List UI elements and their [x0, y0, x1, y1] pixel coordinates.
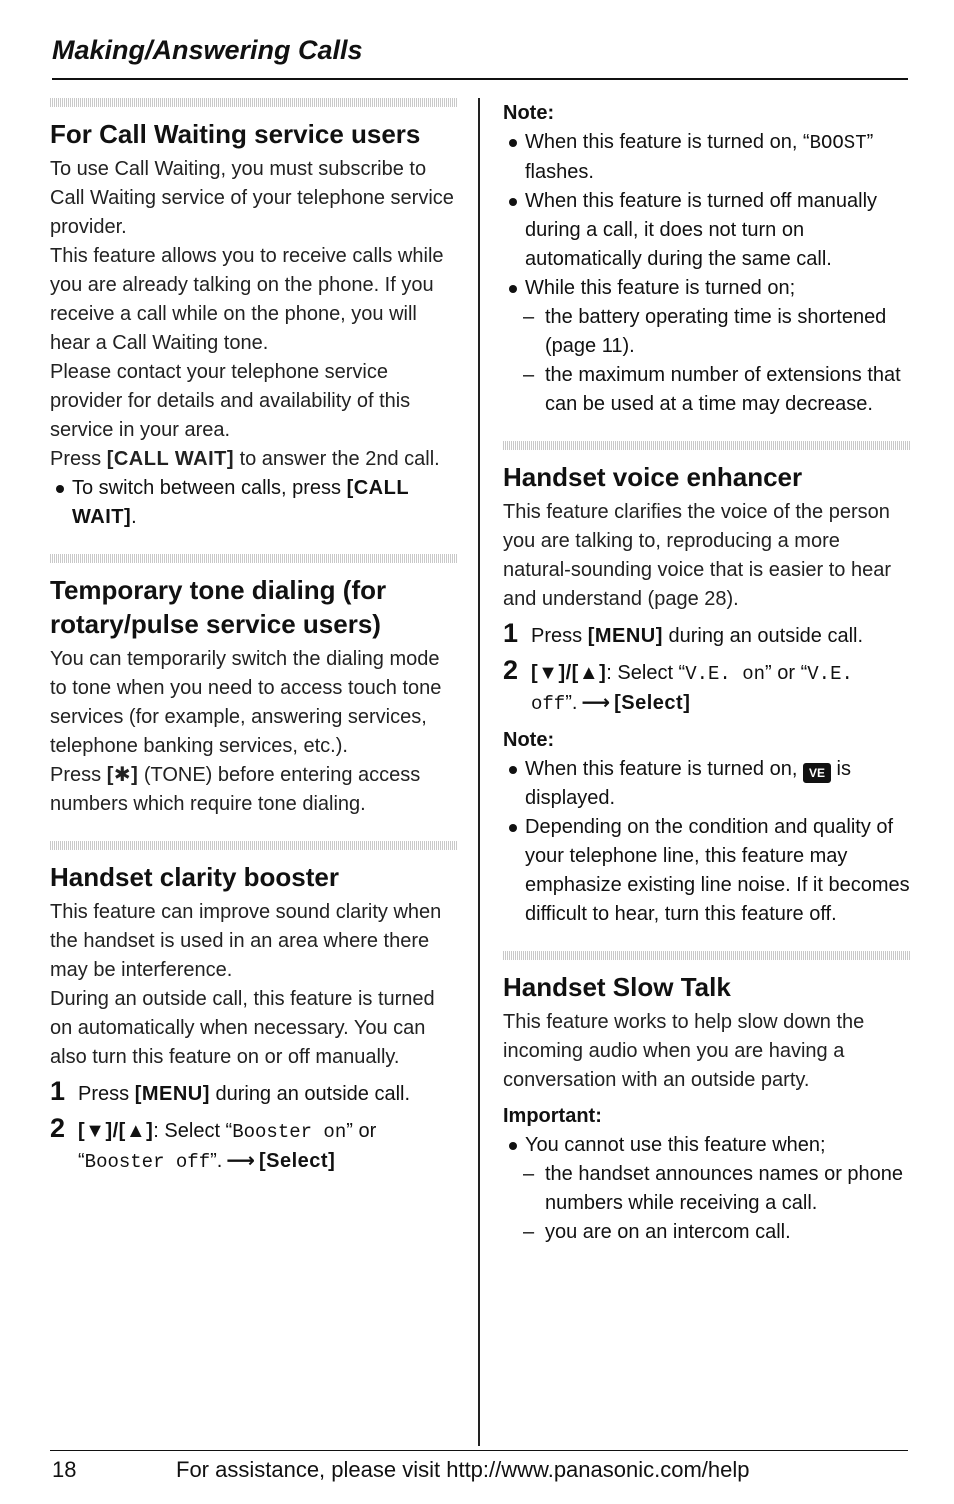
- menu-key: [MENU]: [587, 625, 663, 647]
- bullet-item: [50, 474, 458, 532]
- step-number: 2: [503, 655, 519, 685]
- navigator-keys: [▼]/[▲]: [78, 1120, 154, 1142]
- text: ” or “: [765, 662, 808, 684]
- section-slow-talk: [503, 951, 911, 1247]
- dash-item: [503, 1160, 911, 1218]
- section-rule: [50, 554, 458, 563]
- text: Press: [78, 1083, 135, 1105]
- voice-enhancer-icon: VE: [803, 763, 831, 783]
- step-1: [50, 1076, 458, 1109]
- call-wait-key: [CALL WAIT]: [72, 477, 409, 528]
- footer-rule: [50, 1450, 908, 1451]
- section-title-call-waiting: For Call Waiting service users: [50, 119, 421, 149]
- text: Press: [531, 625, 588, 647]
- text: you are on an intercom call.: [545, 1221, 791, 1243]
- note-label: Note:: [503, 729, 555, 751]
- display-option: Booster off: [84, 1151, 211, 1173]
- dash-mark: –: [523, 364, 535, 386]
- step-2: [503, 655, 911, 719]
- bullet-item: [503, 755, 911, 813]
- section-title-tone-dialing: Temporary tone dialing (for rotary/pulse service users): [50, 575, 387, 639]
- section-title-slow-talk: Handset Slow Talk: [503, 972, 731, 1002]
- text: (TONE) before entering access numbers which require tone dialing.: [50, 764, 421, 815]
- clarity-booster-notes: [503, 98, 911, 419]
- section-voice-enhancer: [503, 441, 911, 929]
- section-call-waiting: [50, 98, 458, 532]
- text: When this feature is turned on,: [525, 758, 803, 780]
- text: the handset announces names or phone numbers while receiving a call.: [545, 1163, 904, 1214]
- dash-item: [503, 303, 911, 361]
- dash-item: [503, 1218, 911, 1247]
- bullet-item: When this feature is turned off manually during a call, it does not turn on automatically during the same call.: [503, 187, 911, 274]
- paragraph: This feature works to help slow down the incoming audio when you are having a conversation with an outside party.: [503, 1011, 865, 1091]
- display-text: BOOST: [809, 132, 867, 154]
- display-option: Booster on: [232, 1121, 347, 1143]
- text: to answer the 2nd call.: [234, 448, 440, 470]
- section-rule: [50, 98, 458, 107]
- column-divider: [478, 98, 480, 1446]
- paragraph: Please contact your telephone service provider for details and availability of this service in your area.: [50, 361, 411, 441]
- bullet-item: You cannot use this feature when;: [503, 1131, 911, 1160]
- paragraph: During an outside call, this feature is turned on automatically when necessary. You can also turn this feature on or off manually.: [50, 988, 435, 1068]
- dash-mark: –: [523, 1221, 535, 1243]
- paragraph: This feature allows you to receive calls while you are already talking on the phone. If you receive a call while on the phone, you will hear a Call Waiting tone.: [50, 245, 444, 354]
- step-2: [50, 1113, 458, 1177]
- select-key: [Select]: [258, 1150, 336, 1172]
- section-clarity-booster: [50, 841, 458, 1177]
- section-title-voice-enhancer: Handset voice enhancer: [503, 462, 803, 492]
- paragraph: You can temporarily switch the dialing mode to tone when you need to access touch tone services (for example, answering services, telephone banking services, etc.).: [50, 648, 442, 757]
- important-label: Important:: [503, 1105, 602, 1127]
- menu-key: [MENU]: [134, 1083, 210, 1105]
- bullet-item: Depending on the condition and quality of your telephone line, this feature may emphasize existing line noise. If it becomes difficult to hear, turn this feature off.: [503, 813, 911, 929]
- call-wait-key: [CALL WAIT]: [106, 448, 235, 470]
- page-number: 18: [52, 1457, 77, 1482]
- dash-item: [503, 361, 911, 419]
- display-option: V.E. off: [531, 663, 853, 715]
- step-number: 2: [50, 1113, 66, 1143]
- page-header: [52, 30, 908, 80]
- bullet-item: While this feature is turned on;: [503, 274, 911, 303]
- text: ”.: [565, 692, 578, 714]
- section-rule: [503, 951, 911, 960]
- paragraph: This feature clarifies the voice of the person you are talking to, reproducing a more natural-sounding voice that is easier to hear and understand (page 28).: [503, 501, 892, 610]
- header-title: Making/Answering Calls: [52, 35, 363, 65]
- bullet-item: [503, 128, 911, 187]
- text: Press: [50, 764, 107, 786]
- step-number: 1: [50, 1076, 66, 1106]
- text: : Select “: [153, 1120, 233, 1142]
- text: the battery operating time is shortened (page 11).: [545, 306, 887, 357]
- paragraph: This feature can improve sound clarity when the handset is used in an area where there may be interference.: [50, 901, 442, 981]
- text: ” or “: [78, 1120, 377, 1172]
- arrow-right-icon: ⟶: [226, 1150, 255, 1172]
- note-label: Note:: [503, 102, 555, 124]
- footer-help-text: For assistance, please visit http://www.panasonic.com/help: [176, 1457, 750, 1482]
- text: Press: [50, 448, 107, 470]
- text: .: [131, 506, 137, 528]
- dash-mark: –: [523, 1163, 535, 1185]
- section-rule: [50, 841, 458, 850]
- text: When this feature is turned on, “: [525, 131, 810, 153]
- text: : Select “: [606, 662, 686, 684]
- dash-mark: –: [523, 306, 535, 328]
- section-rule: [503, 441, 911, 450]
- text: during an outside call.: [209, 1083, 411, 1105]
- text: the maximum number of extensions that can be used at a time may decrease.: [545, 364, 901, 415]
- paragraph: [50, 445, 458, 474]
- paragraph: [50, 761, 458, 819]
- select-key: [Select]: [614, 692, 691, 714]
- right-column: [503, 98, 911, 1269]
- paragraph: To use Call Waiting, you must subscribe to Call Waiting service of your telephone service provider.: [50, 158, 454, 238]
- text: during an outside call.: [662, 625, 864, 647]
- navigator-keys: [▼]/[▲]: [531, 662, 607, 684]
- text: is displayed.: [525, 758, 851, 809]
- text: ” flashes.: [525, 131, 874, 183]
- section-title-clarity-booster: Handset clarity booster: [50, 862, 339, 892]
- text: ”.: [210, 1150, 223, 1172]
- display-option: V.E. on: [685, 663, 766, 685]
- section-tone-dialing: [50, 554, 458, 819]
- text: To switch between calls, press: [72, 477, 347, 499]
- arrow-right-icon: ⟶: [581, 692, 611, 714]
- step-1: [503, 618, 911, 651]
- left-column: [50, 98, 458, 1199]
- step-number: 1: [503, 618, 519, 648]
- star-key: [✱]: [106, 764, 139, 786]
